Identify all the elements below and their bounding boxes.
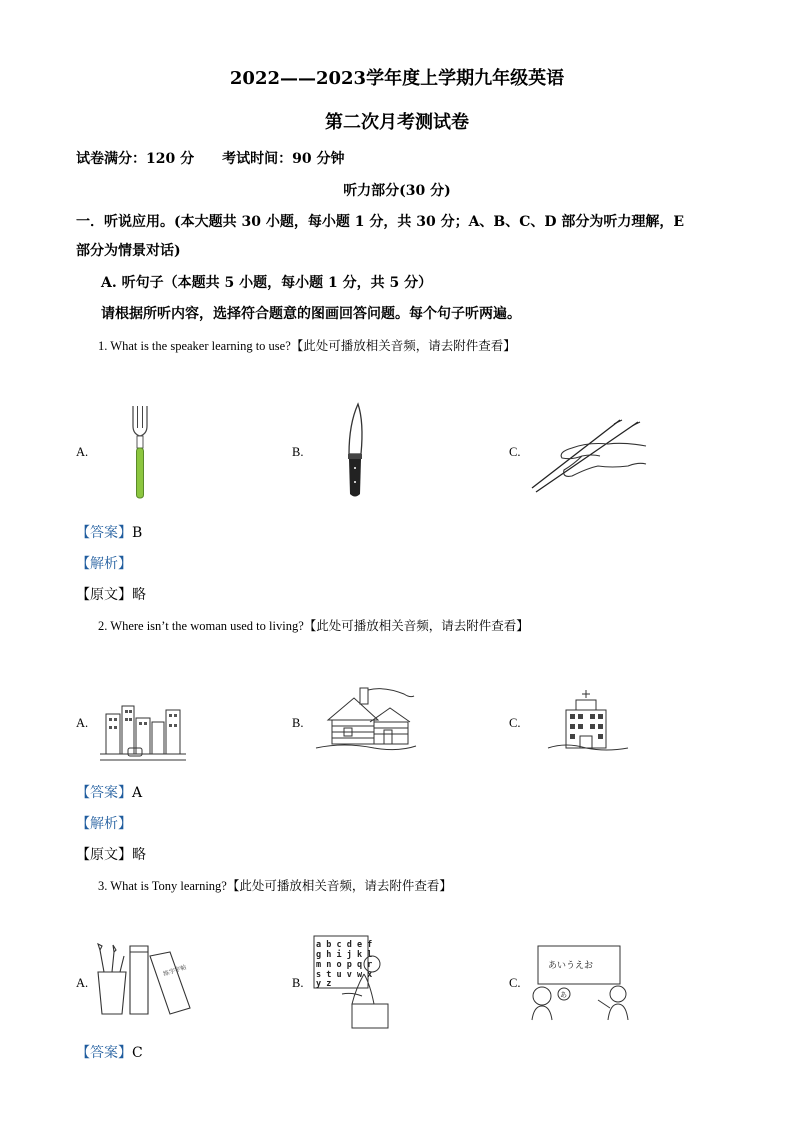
- instruction-line-2: 部分为情景对话): [76, 243, 181, 259]
- alphabet-row-4: s t u v w x: [316, 970, 373, 980]
- q2-answer: 【答案】A: [76, 785, 143, 801]
- alphabet-row-1: a b c d e f: [316, 940, 373, 950]
- alphabet-board-icon[interactable]: [312, 934, 392, 1030]
- q3-option-b-label[interactable]: B.: [292, 976, 304, 990]
- question-2-text: 2. Where isn’t the woman used to living?【此处可播放相关音频，请去附件查看】: [98, 619, 529, 633]
- q1-option-b-label[interactable]: B.: [292, 445, 304, 459]
- subsection-title: A. 听句子（本题共 5 小题，每小题 1 分，共 5 分）: [101, 275, 433, 291]
- kana-board-text: あいうえお: [548, 961, 594, 971]
- q1-option-c-label[interactable]: C.: [509, 445, 521, 459]
- country-house-icon[interactable]: [314, 684, 418, 754]
- subsection-note: 请根据所听内容，选择符合题意的图画回答问题。每个句子听两遍。: [101, 306, 521, 322]
- japanese-lesson-icon[interactable]: [528, 944, 632, 1020]
- city-buildings-icon[interactable]: [98, 702, 188, 764]
- exam-subtitle: 第二次月考测试卷: [325, 112, 469, 133]
- brushes-books-icon[interactable]: [94, 942, 194, 1018]
- kana-bubble-text: あ: [560, 991, 567, 999]
- q3-option-c-label[interactable]: C.: [509, 976, 521, 990]
- q2-option-b-label[interactable]: B.: [292, 716, 304, 730]
- q1-answer: 【答案】B: [76, 525, 143, 541]
- knife-icon[interactable]: [344, 402, 366, 500]
- section-title: 听力部分(30 分): [343, 183, 451, 199]
- q3-option-a-label[interactable]: A.: [76, 976, 89, 990]
- alphabet-row-5: y z: [316, 979, 332, 989]
- hospital-icon[interactable]: [546, 690, 630, 754]
- q2-original: 【原文】略: [76, 847, 146, 863]
- chopsticks-icon[interactable]: [528, 418, 648, 494]
- instruction-line-1: 一．听说应用。(本大题共 30 小题，每小题 1 分，共 30 分；A、B、C、D 部分为听力理解，E: [76, 214, 685, 230]
- q1-original: 【原文】略: [76, 587, 146, 603]
- exam-info: 试卷满分：120 分 考试时间：90 分钟: [76, 151, 345, 167]
- question-1-text: 1. What is the speaker learning to use?【此处可播放相关音频，请去附件查看】: [98, 339, 516, 353]
- q3-answer: 【答案】C: [76, 1045, 143, 1061]
- q1-option-a-label[interactable]: A.: [76, 445, 89, 459]
- fork-icon[interactable]: [128, 404, 152, 500]
- exam-title: 2022——2023学年度上学期九年级英语: [229, 68, 565, 89]
- book-spine-label: 练字字帖: [162, 963, 188, 978]
- question-3-text: 3. What is Tony learning?【此处可播放相关音频，请去附件查看】: [98, 879, 452, 893]
- q2-analysis: 【解析】: [76, 816, 132, 832]
- q2-option-a-label[interactable]: A.: [76, 716, 89, 730]
- q2-option-c-label[interactable]: C.: [509, 716, 521, 730]
- alphabet-row-2: g h i j k l: [316, 950, 373, 960]
- q1-analysis: 【解析】: [76, 556, 132, 572]
- alphabet-row-3: m n o p q r: [316, 960, 373, 970]
